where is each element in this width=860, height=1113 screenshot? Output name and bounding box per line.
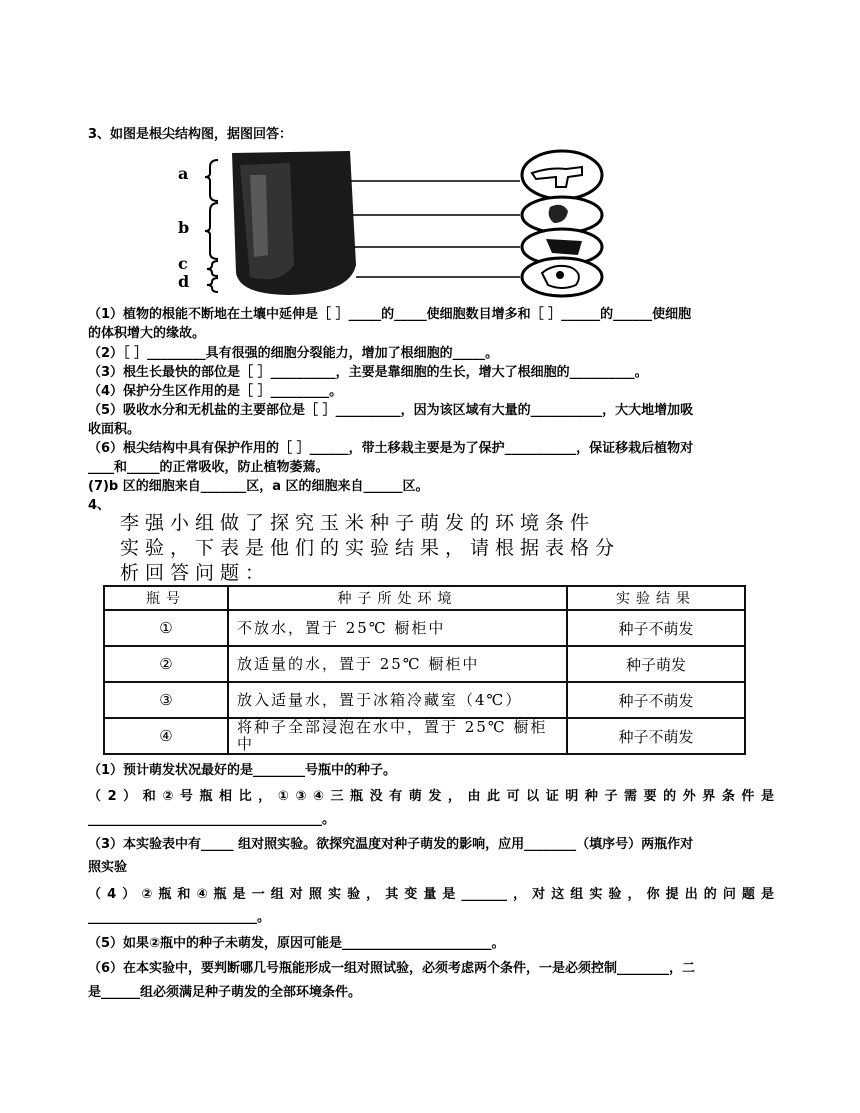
table-cell: 种子不萌发 [567,610,745,646]
table-cell: ① [104,610,228,646]
table-cell: 种子萌发 [567,646,745,682]
q4-intro-1: 李强小组做了探究玉米种子萌发的环境条件 [120,512,596,534]
q3-line-3: （2）［ ］_________具有很强的细胞分裂能力，增加了根细胞的_____。 [88,346,499,361]
q3-line-1: （1）植物的根能不断地在土壤中延伸是［ ］_____的_____使细胞数目增多和［ ］______的______使细胞 [88,307,692,322]
q3-line-7: 收面积。 [88,422,141,437]
table-row [104,718,745,754]
q4-number: 4、 [88,498,111,513]
figure-label-c: c [178,254,188,273]
table-header: 瓶号 [104,586,228,610]
table-row [104,610,745,646]
table-cell: 放适量的水，置于 25℃ 橱柜中 [228,646,567,682]
figure-label-a: a [178,164,189,183]
table-cell: 种子不萌发 [567,718,745,754]
q3-line-2: 的体积增大的缘故。 [88,326,206,341]
table-cell: 放入适量水，置于冰箱冷藏室（4℃） [228,682,567,718]
table-cell: 将种子全部浸泡在水中，置于 25℃ 橱柜中 [228,718,567,754]
q3-line-6: （5）吸收水分和无机盐的主要部位是［ ］__________，因为该区域有大量的___________，大大地增加吸 [88,403,694,418]
q3-line-8: （6）根尖结构中具有保护作用的［ ］______，带土移栽主要是为了保护___________，保证移栽后植物对 [88,441,694,456]
root-tip-figure [170,145,675,300]
table-cell: ② [104,646,228,682]
q4-line-3: ____________________________________。 [88,812,336,827]
q4-intro-3: 析回答问题： [120,562,271,584]
table-header-row [104,586,745,610]
q4-line-9: （6）在本实验中，要判断哪几号瓶能形成一组对照试验，必须考虑两个条件，一是必须控制________，二 [88,961,696,976]
brace-b [205,203,218,259]
table-cell: 种子不萌发 [567,682,745,718]
q4-line-4: （3）本实验表中有_____ 组对照实验。欲探究温度对种子萌发的影响，应用________（填序号）两瓶作对 [88,837,694,852]
table-cell: 不放水，置于 25℃ 橱柜中 [228,610,567,646]
q4-line-6: （4）②瓶和④瓶是一组对照实验，其变量是_______，对这组实验，你提出的问题是 [88,887,774,902]
table-cell: ③ [104,682,228,718]
q4-line-10: 是______组必须满足种子萌发的全部环境条件。 [88,985,362,1000]
q4-line-8: （5）如果②瓶中的种子未萌发，原因可能是_______________________。 [88,936,505,951]
brace-a [205,160,218,201]
table-cell: ④ [104,718,228,754]
figure-label-d: d [178,272,190,291]
q4-line-5: 照实验 [88,860,128,875]
q3-line-10: (7)b 区的细胞来自_______区，a 区的细胞来自______区。 [88,479,429,494]
table-header: 种子所处环境 [228,586,567,610]
figure-label-b: b [178,218,190,237]
table-row [104,646,745,682]
q3-line-4: （3）根生长最快的部位是［ ］__________，主要是靠细胞的生长，增大了根细胞的__________。 [88,365,648,380]
experiment-table [103,585,746,755]
brace-d [207,278,218,292]
q4-intro-2: 实验，下表是他们的实验结果，请根据表格分 [120,537,621,559]
q3-line-9: ____和_____的正常吸收，防止植物萎蔫。 [88,460,329,475]
table-row [104,682,745,718]
q3-line-5: （4）保护分生区作用的是［ ］_________。 [88,384,343,399]
q3-title: 3、如图是根尖结构图，据图回答： [88,127,293,142]
q4-line-2: （2）和②号瓶相比，①③④三瓶没有萌发，由此可以证明种子需要的外界条件是 [88,789,774,804]
table-header: 实验结果 [567,586,745,610]
brace-c [207,261,218,276]
q4-line-1: （1）预计萌发状况最好的是________号瓶中的种子。 [88,763,397,778]
q4-line-7: __________________________。 [88,910,271,925]
